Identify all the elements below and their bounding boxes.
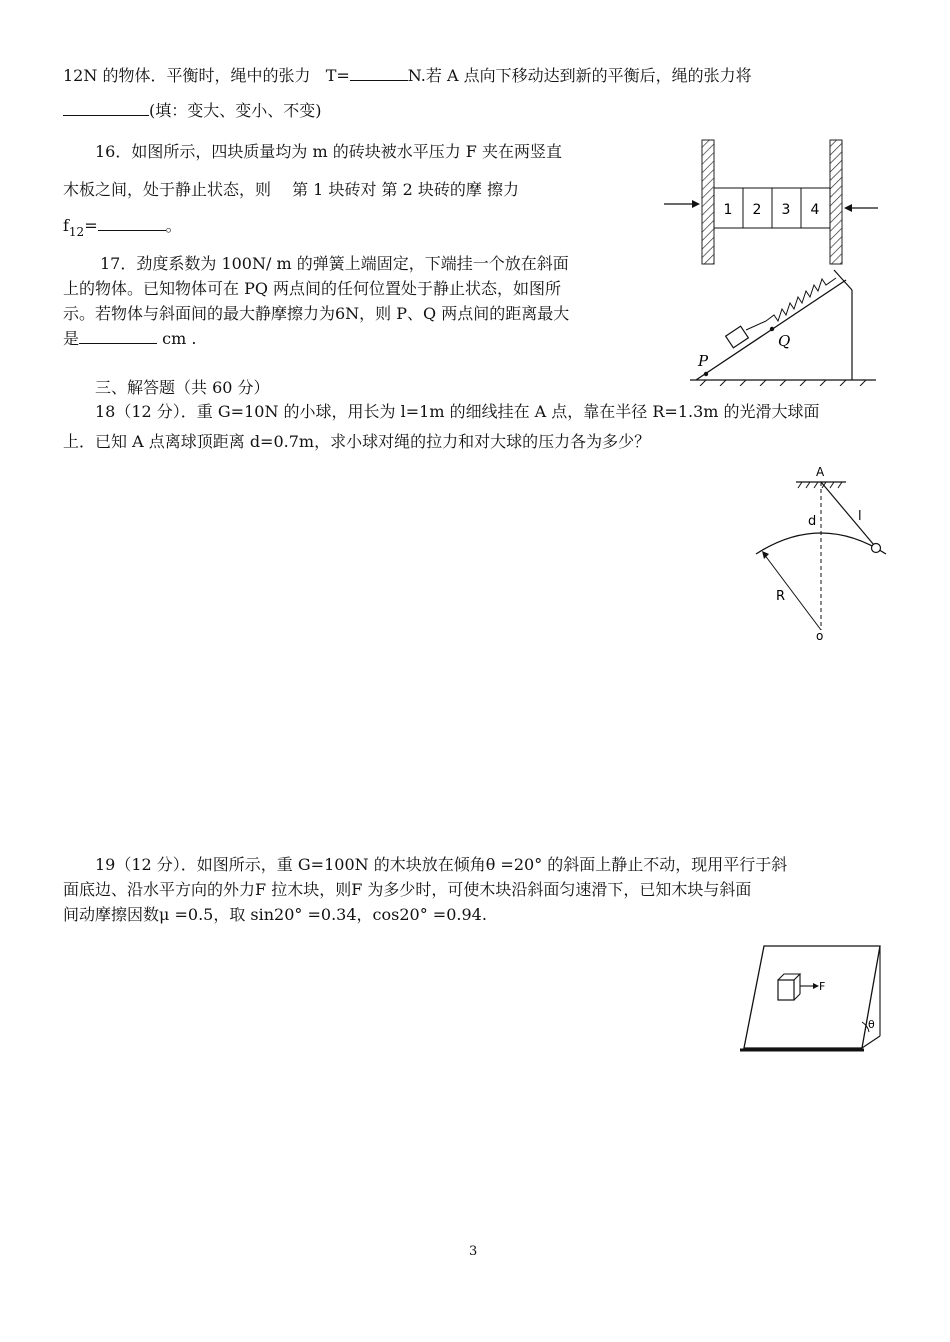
- q17-line-2: 上的物体。已知物体可在 PQ 两点间的任何位置处于静止状态，如图所: [63, 279, 562, 298]
- q15-text-b: T=: [325, 66, 350, 85]
- q17-line-3: 示。若物体与斜面间的最大静摩擦力为6N，则 P、Q 两点间的距离最大: [63, 304, 570, 323]
- label-theta: θ: [868, 1018, 875, 1031]
- label-o: o: [816, 629, 824, 642]
- radius-line: [764, 554, 821, 630]
- brick-label-1: 1: [723, 202, 733, 218]
- label-q: Q: [778, 332, 791, 350]
- string: [821, 482, 874, 545]
- incline-plane: [744, 946, 880, 1048]
- wood-block: [778, 980, 794, 1000]
- brick-figure: [660, 138, 882, 268]
- q16-f-eq: =: [84, 216, 98, 235]
- q16-line-2: 木板之间，处于静止状态，则 第 1 块砖对 第 2 块砖的摩 擦力: [63, 180, 519, 199]
- label-a: A: [816, 465, 825, 479]
- q15-text-a: 12N 的物体．平衡时，绳中的张力: [63, 66, 311, 85]
- label-r: R: [776, 589, 786, 604]
- point-q: [770, 327, 774, 331]
- q17-text-b: cm .: [162, 329, 197, 348]
- q18-line-1: 18（12 分）．重 G=10N 的小球，用长为 l=1m 的细线挂在 A 点，靠在半径 R=1.3m 的光滑大球面: [95, 402, 820, 421]
- section-3-title: 三、解答题（共 60 分）: [95, 378, 270, 397]
- q17-text-a: 是: [63, 329, 80, 348]
- brick-label-2: 2: [752, 202, 762, 218]
- q15-text-c: N.若 A 点向下移动达到新的平衡后，绳的张力将: [407, 66, 752, 85]
- q15-tension-blank[interactable]: [350, 66, 408, 81]
- q17-line-1: 17．劲度系数为 100N/ m 的弹簧上端固定，下端挂一个放在斜面: [100, 254, 569, 273]
- q19-line-3: 间动摩擦因数μ =0.5，取 sin20° =0.34，cos20° =0.94.: [63, 905, 487, 924]
- q16-f-label: f: [63, 216, 69, 235]
- q19-line-2: 面底边、沿水平方向的外力F 拉木块，则F 为多少时，可使木块沿斜面匀速滑下，已知木块与斜面: [63, 880, 752, 899]
- brick-label-4: 4: [810, 202, 820, 218]
- block: [726, 326, 749, 348]
- brick-label-3: 3: [781, 202, 791, 218]
- q16-line-1: 16．如图所示，四块质量均为 m 的砖块被水平压力 F 夹在两竖直: [95, 142, 562, 161]
- q15-line-2: [63, 101, 322, 121]
- point-p: [704, 372, 708, 376]
- q16-line-3: [63, 216, 182, 237]
- spring: [766, 278, 836, 321]
- q15-text-d: (填：变大、变小、不变): [149, 101, 322, 120]
- label-f: F: [819, 980, 826, 993]
- q15-line-1: [63, 66, 752, 86]
- label-l: l: [858, 509, 862, 524]
- q15-change-blank[interactable]: [63, 101, 149, 116]
- incline-plane-figure: [738, 942, 890, 1056]
- label-d: d: [808, 514, 817, 529]
- q16-friction-blank[interactable]: [98, 216, 166, 231]
- label-p: P: [698, 352, 709, 370]
- small-ball: [872, 544, 881, 553]
- q16-f-sub: 12: [68, 225, 85, 239]
- sphere-figure: [750, 462, 890, 642]
- spring-incline-figure: [686, 264, 882, 386]
- incline-top-edge: [834, 270, 852, 290]
- q17-distance-blank[interactable]: [79, 329, 157, 344]
- q18-line-2: 上．已知 A 点离球顶距离 d=0.7m，求小球对绳的拉力和对大球的压力各为多少？: [63, 432, 651, 451]
- right-board: [830, 140, 842, 264]
- q17-line-4: [63, 329, 196, 349]
- q16-f-end: 。: [165, 216, 182, 235]
- left-board: [702, 140, 714, 264]
- page-number: 3: [469, 1244, 478, 1259]
- q19-line-1: 19（12 分）．如图所示，重 G=100N 的木块放在倾角θ =20° 的斜面上静止不动，现用平行于斜: [95, 855, 788, 874]
